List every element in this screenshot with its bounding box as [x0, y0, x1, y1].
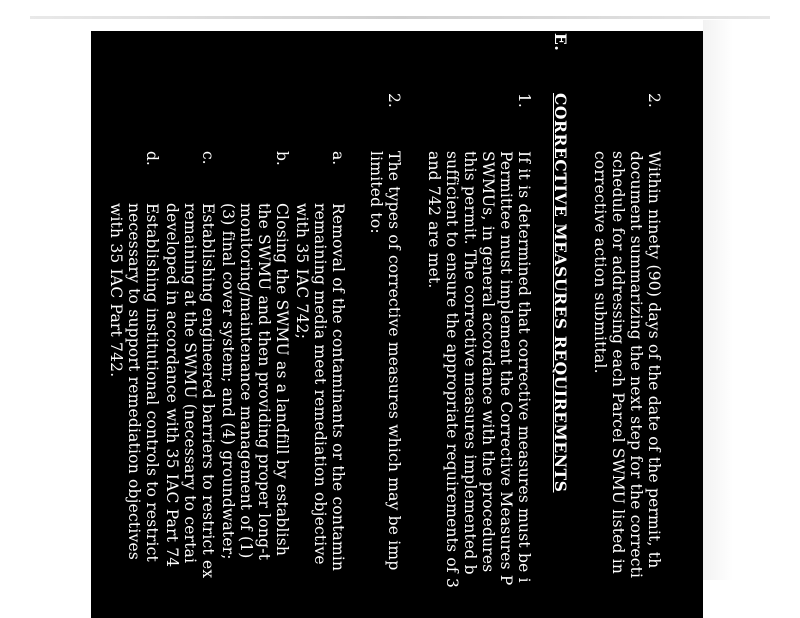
text-line: schedule for addressing each Parcel SWMU listed in [609, 151, 627, 575]
rotated-page-content [91, 31, 703, 618]
item-number: 1. [515, 93, 533, 108]
text-line: (3) final cover system; and (4) groundwater; [219, 203, 237, 560]
section-letter: E. [551, 33, 570, 52]
text-line: Permittee must implement the Corrective Measures P [497, 151, 515, 586]
subitem-letter: a. [329, 151, 347, 166]
text-line: remaining media meet remediation objective [311, 203, 329, 565]
text-line: Establishing institutional controls to restrict [143, 203, 161, 562]
text-line: with 35 IAC Part 742. [107, 203, 125, 378]
text-line: document summarizing the next step for the correcti [627, 151, 645, 579]
text-line: The types of corrective measures which may be imp [385, 151, 403, 571]
scan-artifact-top [30, 16, 770, 19]
text-line: with 35 IAC 742; [293, 203, 311, 340]
text-line: monitoring/maintenance management of (1) [237, 203, 255, 559]
text-line: remaining at the SWMU (necessary to certai [181, 203, 199, 564]
text-line: the SWMU and then providing proper long-t [255, 203, 273, 561]
text-line: corrective action submittal. [591, 151, 609, 374]
text-line: and 742 are met. [425, 151, 443, 289]
subitem-letter: d. [143, 151, 161, 166]
text-line: sufficient to ensure the appropriate requirements of 3 [443, 151, 461, 589]
text-line: Closing the SWMU as a landfill by establish [273, 203, 291, 557]
text-line: developed in accordance with 35 IAC Part 74 [163, 203, 181, 568]
scanned-page [91, 31, 703, 618]
text-line: Within ninety (90) days of the date of the permit, th [645, 151, 663, 569]
item-number: 2. [645, 93, 663, 108]
text-line: Removal of the contaminants or the contamin [329, 203, 347, 572]
text-line: Establishing engineered barriers to restrict ex [199, 203, 217, 579]
scan-artifact-right [703, 20, 733, 580]
text-line: necessary to support remediation objectives [125, 203, 143, 561]
text-line: SWMUs, in general accordance with the procedures [479, 151, 497, 573]
subitem-letter: c. [199, 151, 217, 165]
text-line: this permit. The corrective measures implemented b [461, 151, 479, 575]
item-number: 2. [385, 93, 403, 108]
text-line: limited to: [367, 151, 385, 234]
subitem-letter: b. [273, 151, 291, 166]
section-title: CORRECTIVE MEASURES REQUIREMENTS [551, 93, 570, 493]
text-line: If it is determined that corrective measures must be i [515, 151, 533, 583]
